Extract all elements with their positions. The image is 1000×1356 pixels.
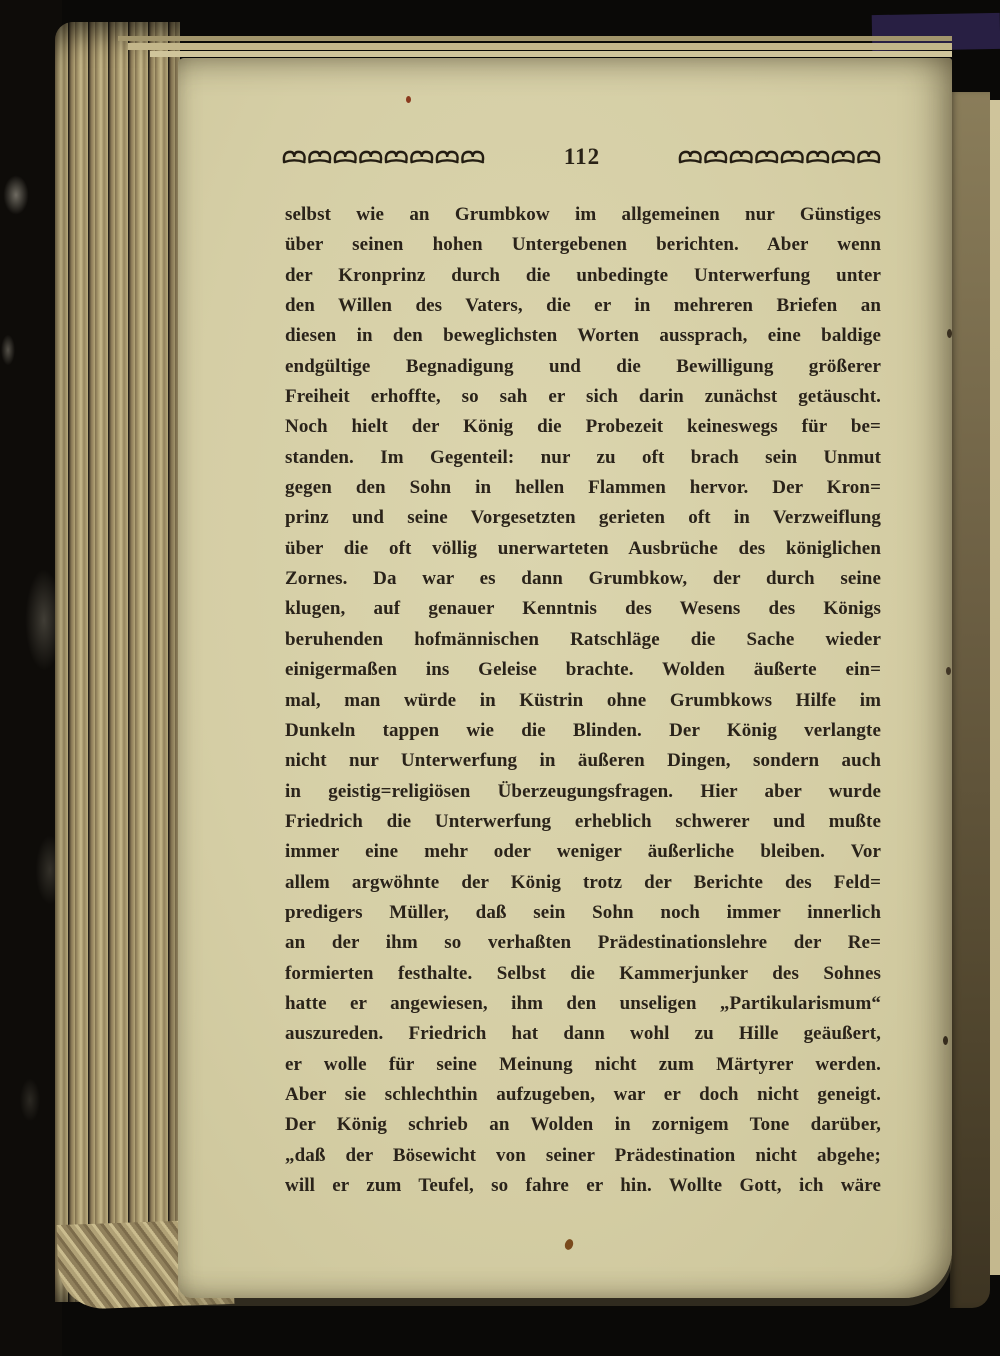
text-line: formierten festhalte. Selbst die Kammerjunker des Sohnes — [285, 962, 881, 984]
text-line: klugen, auf genauer Kenntnis des Wesens des Königs — [285, 598, 881, 620]
page-top-edge — [118, 36, 952, 41]
text-line: Aber sie schlechthin aufzugeben, war er doch nicht geneigt. — [285, 1083, 881, 1105]
text-line: beruhenden hofmännischen Ratschläge die Sache wieder — [285, 628, 881, 650]
text-line: an der ihm so verhaßten Prädestinationslehre der Re= — [285, 932, 881, 954]
text-line: auszureden. Friedrich hat dann wohl zu Hille geäußert, — [285, 1023, 881, 1045]
page-top-edge — [150, 51, 952, 57]
text-line: selbst wie an Grumbkow im allgemeinen nur Günstiges — [285, 204, 881, 225]
text-line: der Kronprinz durch die unbedingte Unterwerfung unter — [285, 264, 881, 286]
text-line: endgültige Begnadigung und die Bewilligung größerer — [285, 355, 881, 377]
text-line: allem argwöhnte der König trotz der Berichte des Feld= — [285, 871, 881, 893]
text-line: mal, man würde in Küstrin ohne Grumbkows Hilfe im — [285, 689, 881, 711]
text-line: diesen in den beweglichsten Worten aussprach, eine baldige — [285, 325, 881, 347]
text-line: will er zum Teufel, so fahre er hin. Wollte Gott, ich wäre — [285, 1175, 881, 1196]
text-line: Friedrich die Unterwerfung erheblich schwerer und mußte — [285, 810, 881, 832]
page-header — [282, 144, 882, 170]
header-ornament-right-icon — [678, 148, 882, 166]
text-line: er wolle für seine Meinung nicht zum Märtyrer werden. — [285, 1053, 881, 1075]
margin-mark — [943, 1036, 948, 1045]
text-line: nicht nur Unterwerfung in äußeren Dingen, sondern auch — [285, 750, 881, 772]
text-line: „daß der Bösewicht von seiner Prädestination nicht abgehe; — [285, 1144, 881, 1166]
text-line: in geistig=religiösen Überzeugungsfragen. Hier aber wurde — [285, 780, 881, 802]
text-line: über seinen hohen Untergebenen berichten. Aber wenn — [285, 234, 881, 256]
scanned-book-page — [178, 58, 952, 1298]
text-line: über die oft völlig unerwarteten Ausbrüche des königlichen — [285, 537, 881, 559]
text-line: Freiheit erhoffte, so sah er sich darin zunächst getäuscht. — [285, 386, 881, 408]
text-line: Noch hielt der König die Probezeit keineswegs für be= — [285, 416, 881, 438]
margin-mark — [946, 667, 951, 675]
page-number: 112 — [563, 144, 601, 169]
page-stack-left-edges — [55, 22, 180, 1302]
text-line: gegen den Sohn in hellen Flammen hervor. Der Kron= — [285, 477, 881, 499]
margin-mark — [947, 329, 952, 338]
text-line: Zornes. Da war es dann Grumbkow, der durch seine — [285, 568, 881, 590]
header-ornament-left-icon — [282, 148, 486, 166]
book-cover-edge — [0, 0, 62, 1356]
text-line: standen. Im Gegenteil: nur zu oft brach sein Unmut — [285, 446, 881, 468]
page-top-edge — [128, 43, 952, 50]
gutter-shadow — [950, 92, 990, 1308]
text-line: einigermaßen ins Geleise brachte. Wolden äußerte ein= — [285, 659, 881, 681]
body-text-block — [285, 204, 881, 1205]
paper-speck — [406, 96, 411, 103]
text-line: Dunkeln tappen wie die Blinden. Der König verlangte — [285, 719, 881, 741]
text-line: Der König schrieb an Wolden in zornigem Tone darüber, — [285, 1114, 881, 1136]
text-line: immer eine mehr oder weniger äußerliche bleiben. Vor — [285, 841, 881, 863]
text-line: hatte er angewiesen, ihm den unseligen „Partikularismum“ — [285, 992, 881, 1014]
text-line: predigers Müller, daß sein Sohn noch immer innerlich — [285, 901, 881, 923]
text-line: prinz und seine Vorgesetzten gerieten oft in Verzweiflung — [285, 507, 881, 529]
text-line: den Willen des Vaters, die er in mehreren Briefen an — [285, 295, 881, 317]
